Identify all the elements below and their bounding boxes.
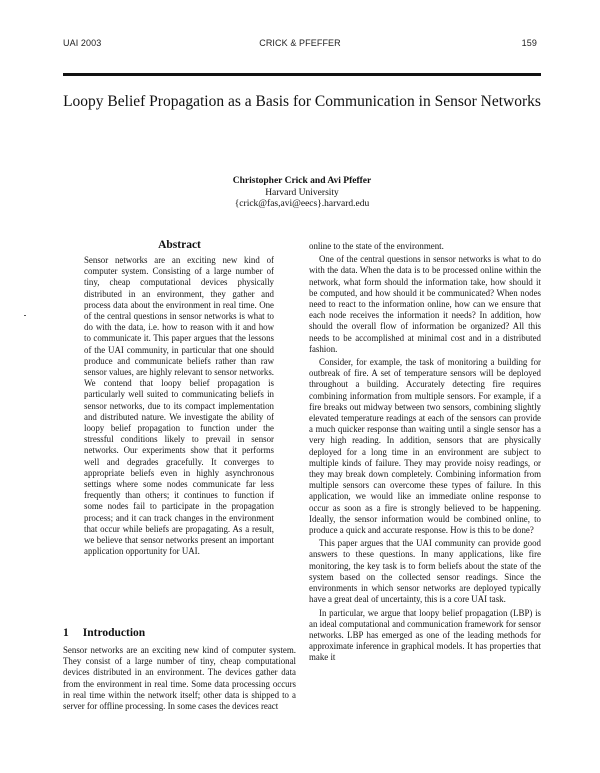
paragraph: In particular, we argue that loopy belief propagation (LBP) is an ideal computational and communication framework for sensor networks. LBP has emerged as one of the leading methods for approximate inference in graphical models. It has properties that make it	[309, 607, 541, 663]
author-block	[63, 176, 541, 211]
header-rule	[63, 73, 541, 76]
paragraph: This paper argues that the UAI community can provide good answers to these questions. In many applications, like fire monitoring, the key task is to form beliefs about the state of the system based on the collected sensor readings. Since the environments in which sensor networks are deployed typically have a great deal of uncertainty, this is a core UAI task.	[309, 538, 541, 605]
abstract-text: Sensor networks are an exciting new kind of computer system. Consisting of a large number of tiny, cheap computational devices physically distributed in an environment, they gather and process data about the environment in real time. One of the central questions in sensor networks is what to do with the data, i.e. how to reason with it and how to communicate it. This paper argues that the lessons of the UAI community, in particular that one should produce and communicate beliefs rather than raw sensor values, are highly relevant to sensor networks. We contend that loopy belief propagation is particularly well suited to communicating beliefs in sensor networks, due to its compact implementation and distributed nature. We investigate the ability of loopy belief propagation to function under the stressful conditions likely to prevail in sensor networks. Our experiments show that it performs well and degrades gracefully. It converges to appropriate beliefs even in highly asynchronous settings where some nodes communicate far less frequently than others; it continues to function if some nodes fail to participate in the propagation process; and it can track changes in the environment that occur while beliefs are propagating. As a result, we believe that sensor networks present an important application opportunity for UAI.	[84, 255, 274, 557]
abstract-body	[84, 255, 274, 557]
margin-mark	[24, 315, 26, 316]
section-number: 1	[63, 627, 69, 639]
paragraph: One of the central questions in sensor networks is what to do with the data. When the data is to be processed online within the network, what form should the information take, how should it be computed, and how should it be communicated? When nodes need to react to the information online, how can we ensure that each node receives the information it needs? In addition, how should the overall flow of information be organized? All this needs to be accomplished at minimal cost and in a distributed fashion.	[309, 254, 541, 354]
author-email: {crick@fas,avi@eecs}.harvard.edu	[234, 199, 370, 209]
abstract-heading: Abstract	[158, 239, 201, 251]
running-header-authors: CRICK & PFEFFER	[259, 38, 341, 48]
intro-body-left	[63, 645, 296, 712]
running-header-venue: UAI 2003	[63, 38, 102, 48]
paragraph: Consider, for example, the task of monitoring a building for outbreak of fire. A set of temperature sensors will be deployed throughout a building. Accurately detecting fire requires combining information from multiple sensors. For example, if a fire breaks out midway between two sensors, combining slightly elevated temperature readings at each of the sensors can provide a much quicker response than waiting until a single sensor has a very high reading. In addition, sensors that are physically deployed for a long time in an environment are subject to multiple kinds of failure. They may provide noisy readings, or they may break down completely. Combining information from multiple sensors can overcome these types of failure. In this application, we would like an immediate online response to occur as soon as a fire is strongly believed to be happening. Ideally, the sensor information would be combined online, to produce a quick and accurate response. How is this to be done?	[309, 357, 541, 536]
section-title: Introduction	[82, 627, 146, 639]
section-heading-introduction	[63, 627, 145, 639]
paper-title: Loopy Belief Propagation as a Basis for Communication in Sensor Networks	[63, 93, 541, 110]
author-affiliation: Harvard University	[265, 187, 339, 198]
paragraph-continuation: online to the state of the environment.	[309, 241, 444, 251]
right-column	[309, 241, 541, 666]
intro-paragraph: Sensor networks are an exciting new kind of computer system. They consist of a large number of tiny, cheap computational devices distributed in an environment. The devices gather data from the environment in real time. Some data processing occurs in real time within the network itself; other data is shipped to a server for offline processing. In some cases the devices react	[63, 645, 296, 712]
author-names: Christopher Crick and Avi Pfeffer	[232, 176, 372, 186]
page-number: 159	[521, 38, 537, 48]
